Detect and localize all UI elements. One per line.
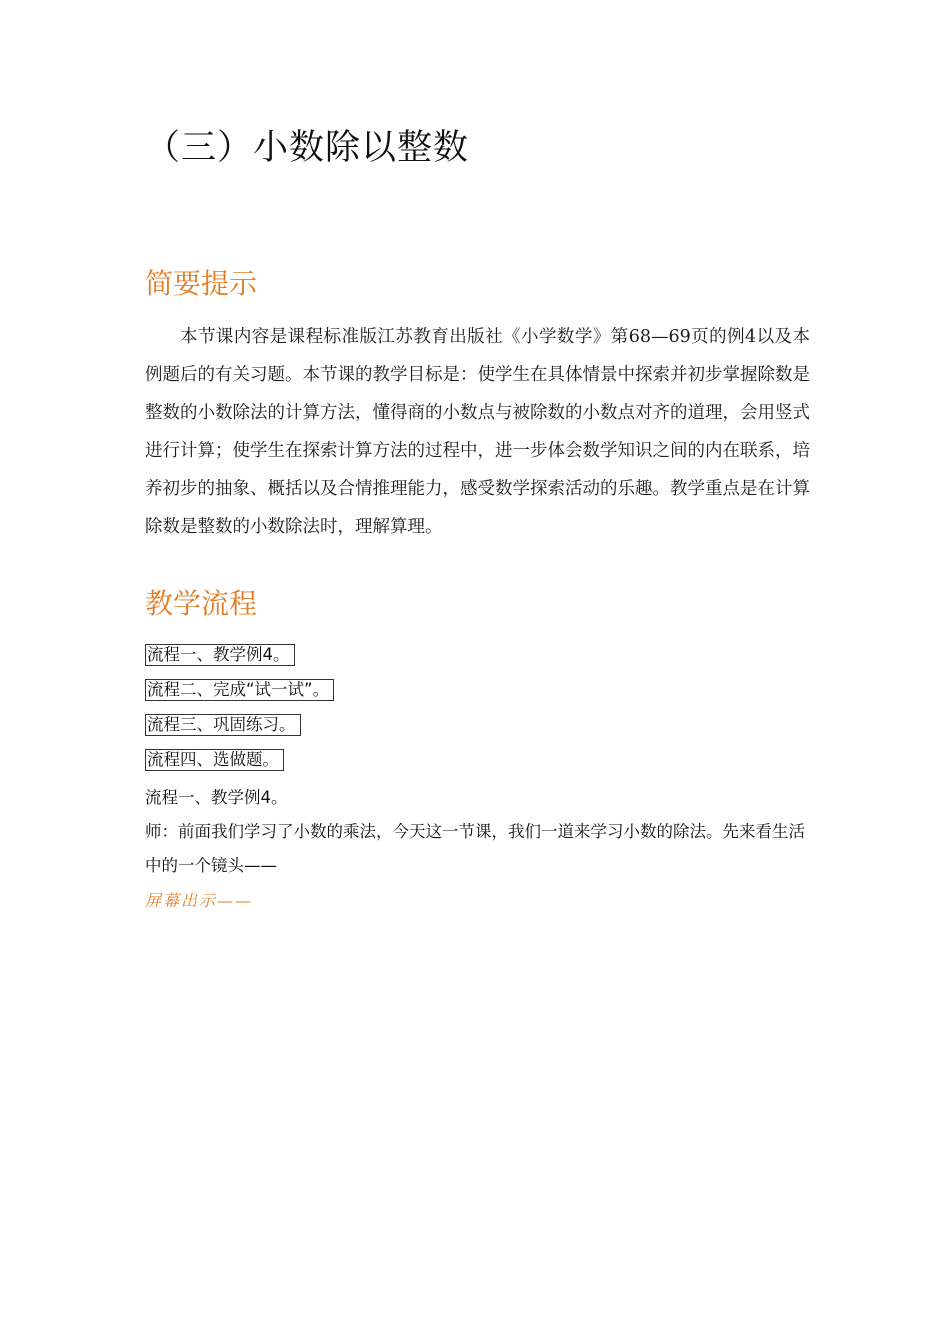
page-title: （三）小数除以整数	[145, 128, 470, 168]
flow-item	[145, 714, 334, 749]
flow-item	[145, 679, 334, 714]
flow-one-title: 流程一、教学例4。	[145, 788, 288, 807]
flow-item	[145, 749, 334, 784]
flow-heading: 教学流程	[145, 587, 258, 620]
flow-item	[145, 644, 334, 679]
teacher-speech: 师：前面我们学习了小数的乘法，今天这一节课，我们一道来学习小数的除法。先来看生活中的一个镜头——	[145, 822, 805, 875]
flow-link-list	[145, 644, 334, 784]
flow-link-2[interactable]: 流程二、完成“试一试”。	[145, 679, 334, 701]
summary-heading: 简要提示	[145, 267, 258, 300]
screen-show-label: 屏幕出示——	[145, 891, 254, 910]
flow-link-1[interactable]: 流程一、教学例4。	[145, 644, 295, 666]
flow-link-3[interactable]: 流程三、巩固练习。	[145, 714, 301, 736]
flow-link-4[interactable]: 流程四、选做题。	[145, 749, 284, 771]
summary-paragraph: 本节课内容是课程标准版江苏教育出版社《小学数学》第68—69页的例4以及本例题后的有关习题。本节课的教学目标是：使学生在具体情景中探索并初步掌握除数是整数的小数除法的计算方法，懂得商的小数点与被除数的小数点对齐的道理，会用竖式进行计算；使学生在探索计算方法的过程中，进一步体会数学知识之间的内在联系，培养初步的抽象、概括以及合情推理能力，感受数学探索活动的乐趣。教学重点是在计算除数是整数的小数除法时，理解算理。	[145, 327, 810, 537]
